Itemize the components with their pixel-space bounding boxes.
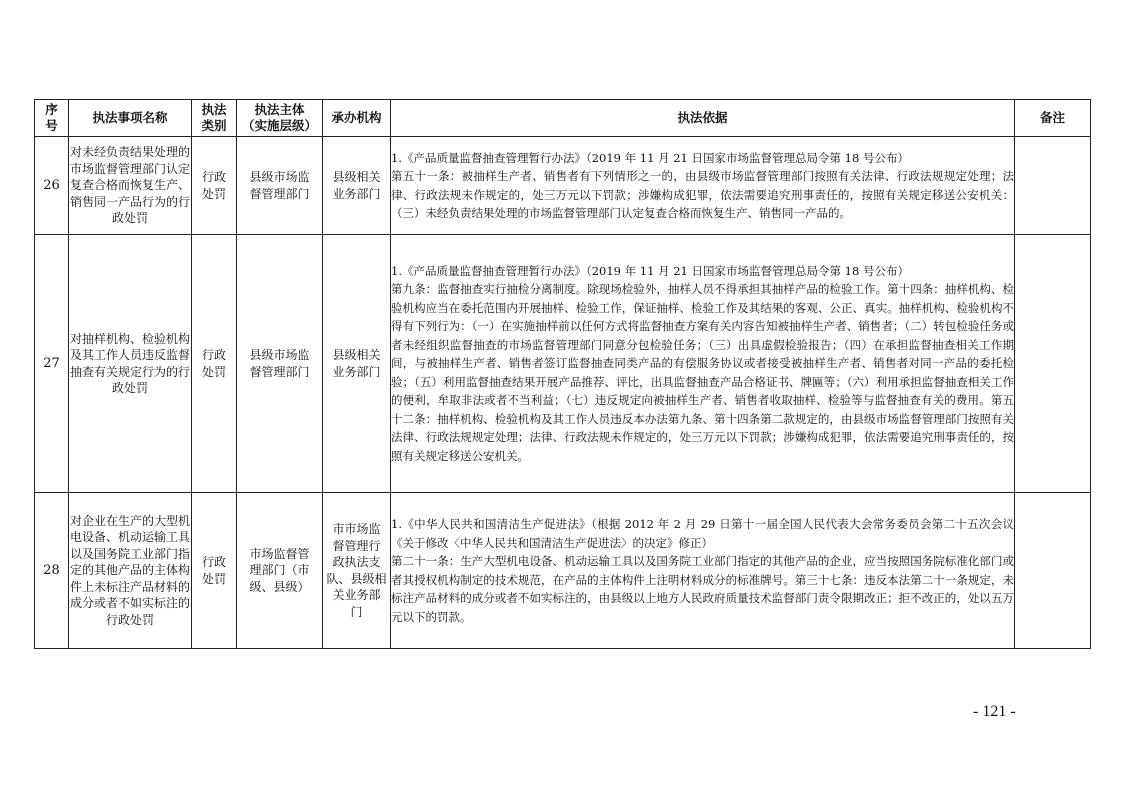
header-seq: 序 号 <box>35 100 69 137</box>
table-row <box>35 493 1091 649</box>
table-row <box>35 235 1091 493</box>
header-subject: 执法主体 （实施层级） <box>237 100 323 137</box>
row-agency: 县级相关 业务部门 <box>323 137 391 235</box>
row-agency: 县级相关 业务部门 <box>323 235 391 493</box>
row-subject: 县级市场监 督管理部门 <box>237 235 323 493</box>
table-row <box>35 137 1091 235</box>
row-agency: 市市场监 督管理行 政执法支 队、县级相 关业务部 门 <box>323 493 391 649</box>
header-agency: 承办机构 <box>323 100 391 137</box>
row-basis: 1.《产品质量监督抽查管理暂行办法》（2019 年 11 月 21 日国家市场监督管理总局令第 18 号公布） 第五十一条：被抽样生产者、销售者有下列情形之一的，由县级市场监督管理部门按照有关法律、行政法规规定处理；法律、行政法规未作规定的，处三万元以下罚款；涉嫌构成犯罪，依法需要追究刑事责任的，按照有关规定移送公安机关：（三）未经负责结果处理的市场监督管理部门认定复查合格而恢复生产、销售同一产品的。 <box>391 137 1015 235</box>
row-name: 对未经负责结果处理的市场监督管理部门认定复查合格而恢复生产、销售同一产品行为的行政处罚 <box>69 137 192 235</box>
row-category: 行政 处罚 <box>192 137 237 235</box>
row-seq: 28 <box>35 493 69 649</box>
header-basis: 执法依据 <box>391 100 1015 137</box>
row-note <box>1015 137 1091 235</box>
row-category: 行政 处罚 <box>192 235 237 493</box>
page-number: - 121 - <box>973 703 1016 720</box>
row-subject: 市场监督管 理部门（市 级、县级） <box>237 493 323 649</box>
row-note <box>1015 493 1091 649</box>
header-name: 执法事项名称 <box>69 100 192 137</box>
header-category: 执法 类别 <box>192 100 237 137</box>
row-subject: 县级市场监 督管理部门 <box>237 137 323 235</box>
header-note: 备注 <box>1015 100 1091 137</box>
row-note <box>1015 235 1091 493</box>
enforcement-table <box>34 99 1091 649</box>
table-header-row <box>35 100 1091 137</box>
row-name: 对企业在生产的大型机电设备、机动运输工具以及国务院工业部门指定的其他产品的主体构件上未标注产品材料的成分或者不如实标注的行政处罚 <box>69 493 192 649</box>
row-category: 行政 处罚 <box>192 493 237 649</box>
row-basis: 1.《中华人民共和国清洁生产促进法》（根据 2012 年 2 月 29 日第十一届全国人民代表大会常务委员会第二十五次会议《关于修改〈中华人民共和国清洁生产促进法〉的决定》修正） 第二十一条：生产大型机电设备、机动运输工具以及国务院工业部门指定的其他产品的企业，应当按照国务院标准化部门或者其授权机构制定的技术规范，在产品的主体构件上注明材料成分的标准牌号。第三十七条：违反本法第二十一条规定，未标注产品材料的成分或者不如实标注的，由县级以上地方人民政府质量技术监督部门责令限期改正；拒不改正的，处以五万元以下的罚款。 <box>391 493 1015 649</box>
row-name: 对抽样机构、检验机构及其工作人员违反监督抽查有关规定行为的行政处罚 <box>69 235 192 493</box>
row-seq: 26 <box>35 137 69 235</box>
row-basis: 1.《产品质量监督抽查管理暂行办法》（2019 年 11 月 21 日国家市场监督管理总局令第 18 号公布） 第九条：监督抽查实行抽检分离制度。除现场检验外，抽样人员不得承担其抽样产品的检验工作。第十四条：抽样机构、检验机构应当在委托范围内开展抽样、检验工作，保证抽样、检验工作及其结果的客观、公正、真实。抽样机构、检验机构不得有下列行为：（一）在实施抽样前以任何方式将监督抽查方案有关内容告知被抽样生产者、销售者；（二）转包检验任务或者未经组织监督抽查的市场监督管理部门同意分包检验任务；（三）出具虚假检验报告；（四）在承担监督抽查相关工作期间，与被抽样生产者、销售者签订监督抽查同类产品的有偿服务协议或者接受被抽样生产者、销售者对同一产品的委托检验；（五）利用监督抽查结果开展产品推荐、评比，出具监督抽查产品合格证书、牌匾等；（六）利用承担监督抽查相关工作的便利，牟取非法或者不当利益；（七）违反规定向被抽样生产者、销售者收取抽样、检验等与监督抽查有关的费用。第五十二条：抽样机构、检验机构及其工作人员违反本办法第九条、第十四条第二款规定的，由县级市场监督管理部门按照有关法律、行政法规规定处理；法律、行政法规未作规定的，处三万元以下罚款；涉嫌构成犯罪，依法需要追究刑事责任的，按照有关规定移送公安机关。 <box>391 235 1015 493</box>
row-seq: 27 <box>35 235 69 493</box>
